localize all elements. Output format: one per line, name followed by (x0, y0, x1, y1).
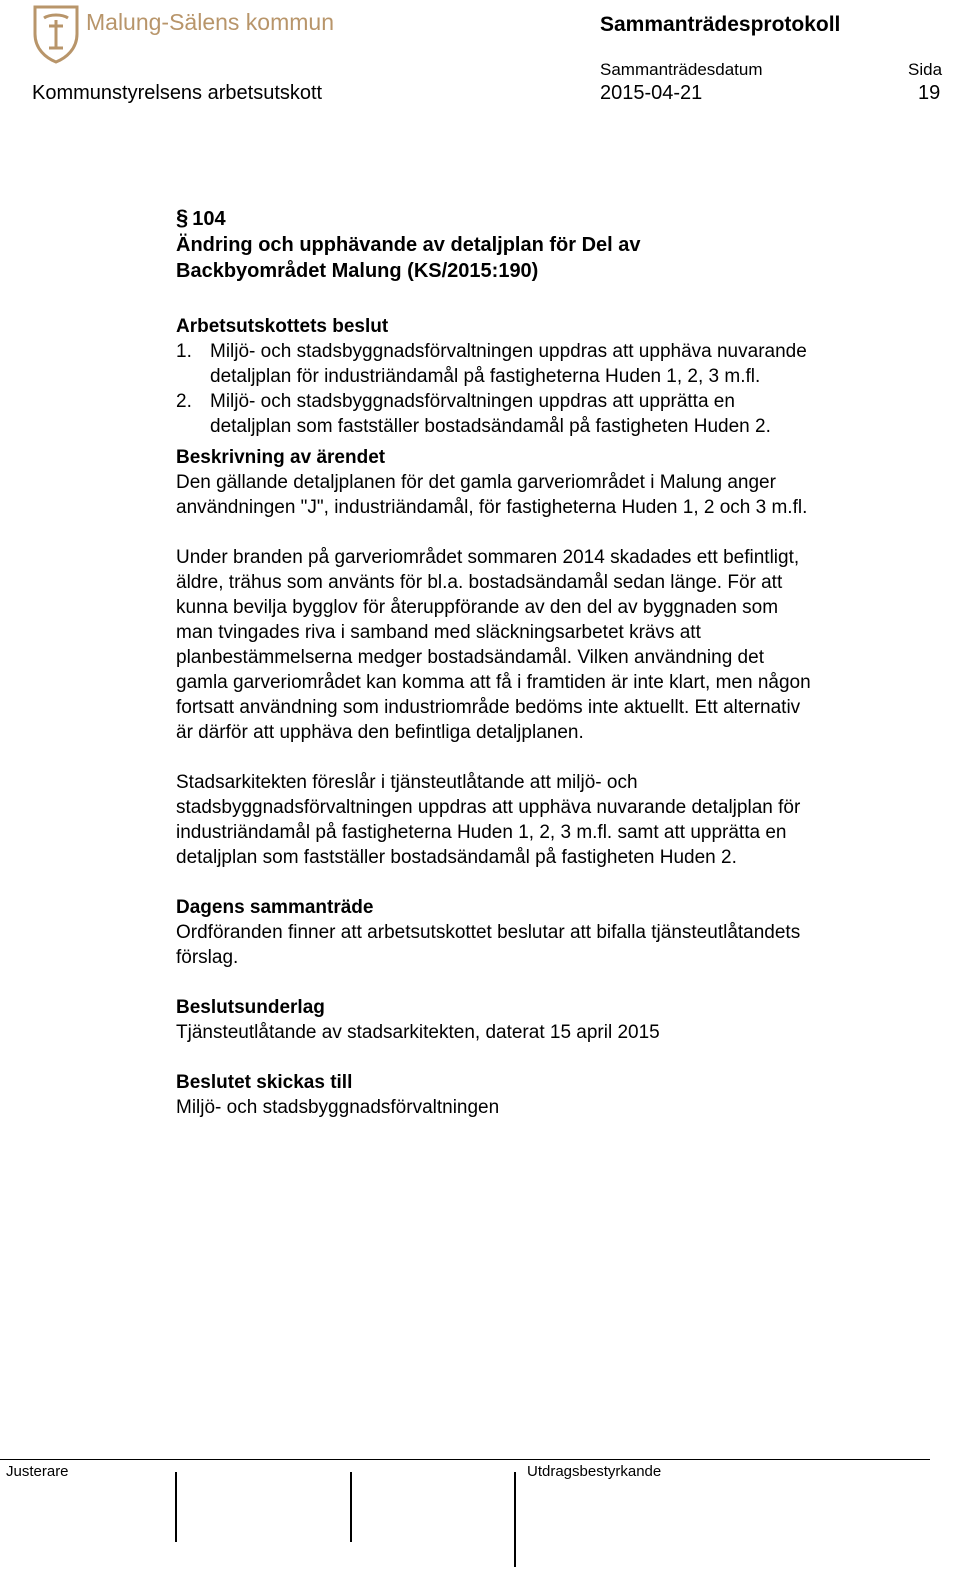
signature-line (514, 1472, 516, 1567)
text-line: äldre, trähus som använts för bl.a. bostadsändamål sedan länge. För att (176, 572, 783, 593)
text-line: Stadsarkitekten föreslår i tjänsteutlåtande att miljö- och (176, 772, 638, 793)
decision-item-line: Miljö- och stadsbyggnadsförvaltningen uppdras att upprätta en (210, 391, 735, 412)
meeting-heading: Dagens sammanträde (176, 897, 374, 918)
signature-line (350, 1472, 352, 1542)
text-line: är därför att upphäva den befintliga detaljplanen. (176, 722, 584, 743)
decision-item-line: detaljplan som fastställer bostadsändamål på fastigheten Huden 2. (210, 416, 771, 437)
description-paragraph-2 (176, 545, 916, 745)
logo-text: Malung-Sälens kommun (86, 9, 335, 35)
decision-item (176, 389, 916, 439)
section-title-line2: Backbyområdet Malung (KS/2015:190) (176, 260, 539, 282)
text-line: detaljplan som fastställer bostadsändamål på fastigheten Huden 2. (176, 847, 737, 868)
utdragsbestyrkande-label: Utdragsbestyrkande (527, 1463, 662, 1480)
text-line: kunna bevilja bygglov för återuppförande av den del av byggnaden som (176, 597, 779, 618)
section-number (176, 205, 916, 232)
description-paragraph-3 (176, 770, 916, 870)
text-line: gamla garveriområdet kan komma att få i framtiden är inte klart, men någon (176, 672, 811, 693)
page-label: Sida (908, 60, 943, 79)
text-line: Under branden på garveriområdet sommaren 2014 skadades ett befintligt, (176, 547, 800, 568)
text-line: stadsbyggnadsförvaltningen uppdras att upphäva nuvarande detaljplan för (176, 797, 801, 818)
sent-to-text: Miljö- och stadsbyggnadsförvaltningen (176, 1097, 500, 1118)
text-line: planbestämmelserna medger bostadsändamål. Vilken användning det (176, 647, 764, 668)
signature-line (175, 1472, 177, 1542)
decision-item-line: Miljö- och stadsbyggnadsförvaltningen uppdras att upphäva nuvarande (210, 341, 807, 362)
body-name: Kommunstyrelsens arbetsutskott (32, 82, 323, 104)
paragraph-sign: § (176, 205, 189, 230)
decision-item (176, 339, 916, 389)
text-line: förslag. (176, 947, 239, 968)
page-number: 19 (918, 82, 941, 104)
document-type: Sammanträdesprotokoll (600, 13, 841, 36)
basis-heading: Beslutsunderlag (176, 997, 325, 1018)
text-line: industriändamål på fastigheterna Huden 1, 2, 3 m.fl. samt att upprätta en (176, 822, 787, 843)
footer-divider (0, 1459, 930, 1460)
text-line: man tvingades riva i samband med släckningsarbetet krävs att (176, 622, 701, 643)
justerare-label: Justerare (6, 1463, 69, 1480)
coat-of-arms-icon (32, 4, 80, 64)
decision-list (176, 339, 916, 439)
description-heading: Beskrivning av ärendet (176, 447, 386, 468)
protocol-body (176, 205, 916, 1120)
text-line: Ordföranden finner att arbetsutskottet beslutar att bifalla tjänsteutlåtandets (176, 922, 801, 943)
meeting-date: 2015-04-21 (600, 82, 703, 104)
decision-item-number: 1. (176, 341, 192, 362)
text-line: användningen "J", industriändamål, för fastigheterna Huden 1, 2 och 3 m.fl. (176, 497, 808, 518)
sent-to-heading: Beslutet skickas till (176, 1072, 353, 1093)
decision-heading: Arbetsutskottets beslut (176, 316, 389, 337)
section-number-value: 104 (192, 208, 226, 230)
section-title-line1: Ändring och upphävande av detaljplan för Del av (176, 234, 641, 256)
decision-item-number: 2. (176, 391, 192, 412)
text-line: fortsatt användning som industriområde bedöms inte aktuellt. Ett alternativ (176, 697, 801, 718)
decision-item-line: detaljplan för industriändamål på fastigheterna Huden 1, 2, 3 m.fl. (210, 366, 761, 387)
text-line: Den gällande detaljplanen för det gamla garveriområdet i Malung anger (176, 472, 776, 493)
date-label: Sammanträdesdatum (600, 60, 763, 79)
basis-text: Tjänsteutlåtande av stadsarkitekten, daterat 15 april 2015 (176, 1022, 660, 1043)
description-paragraph-1 (176, 470, 916, 520)
